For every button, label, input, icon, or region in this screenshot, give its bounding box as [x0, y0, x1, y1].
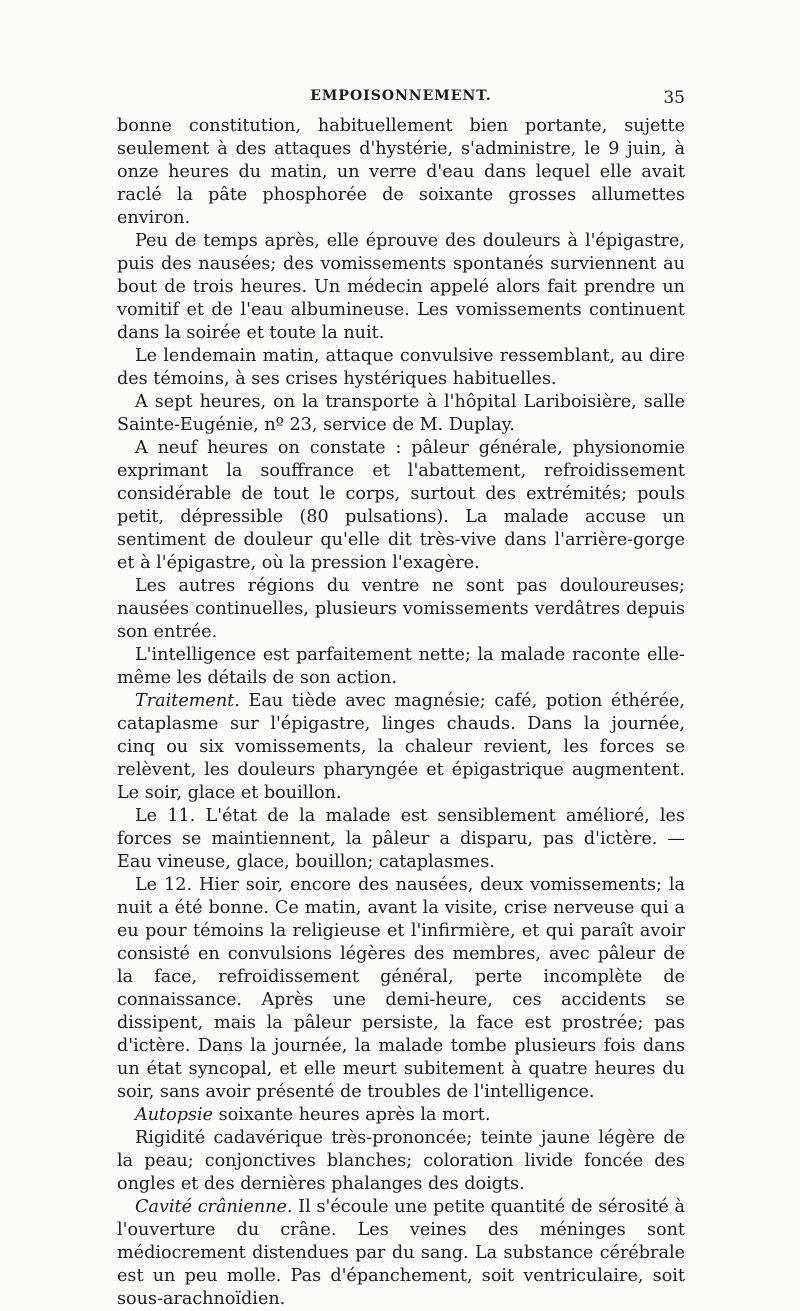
paragraph-text: Le lendemain matin, attaque convulsive ressemblant, au dire des témoins, à ses crises hystériques habituelles. [117, 346, 685, 389]
paragraph-text: Eau tiède avec magnésie; café, potion éthérée, cataplasme sur l'épigastre, linges chauds. Dans la journée, cinq ou six vomissements, la chaleur revient, les forces se relèvent, les douleurs pharyngée et épigastrique augmentent. Le soir, glace et bouillon. [117, 691, 685, 803]
paragraph-text: A neuf heures on constate : pâleur générale, physionomie exprimant la souffrance et l'abattement, refroidissement considérable de tout le corps, surtout des extrémités; pouls petit, dépressible (80 pulsations). La malade accuse un sentiment de douleur qu'elle dit très-vive dans l'arrière-gorge et à l'épigastre, où la pression l'exagère. [117, 438, 685, 573]
section-lead-italic: Cavité crânienne. [135, 1197, 293, 1217]
paragraph [117, 1127, 685, 1196]
page-header [117, 88, 685, 110]
paragraph [117, 575, 685, 644]
section-lead-italic: Traitement. [135, 691, 240, 711]
paragraph-text: Le 12. Hier soir, encore des nausées, deux vomissements; la nuit a été bonne. Ce matin, avant la visite, crise nerveuse qui a eu pour témoins la religieuse et l'infirmière, et qui paraît avoir consisté en convulsions légères des membres, avec pâleur de la face, refroidissement général, perte incomplète de connaissance. Après une demi-heure, ces accidents se dissipent, mais la pâleur persiste, la face est prostrée; pas d'ictère. Dans la journée, la malade tombe plusieurs fois dans un état syncopal, et elle meurt subitement à quatre heures du soir, sans avoir présenté de troubles de l'intelligence. [117, 875, 685, 1102]
paragraph-text: Les autres régions du ventre ne sont pas douloureuses; nausées continuelles, plusieurs vomissements verdâtres depuis son entrée. [117, 576, 685, 642]
paragraph [117, 230, 685, 345]
section-lead-italic: Autopsie [135, 1105, 214, 1125]
paragraph [117, 644, 685, 690]
paragraph-text: bonne constitution, habituellement bien portante, sujette seulement à des attaques d'hystérie, s'administre, le 9 juin, à onze heures du matin, un verre d'eau dans lequel elle avait raclé la pâte phosphorée de soixante grosses allumettes environ. [117, 116, 685, 228]
body-text [117, 115, 685, 1311]
paragraph [117, 437, 685, 575]
paragraph [117, 690, 685, 805]
paragraph [117, 391, 685, 437]
paragraph [117, 1196, 685, 1311]
paragraph-text: Le 11. L'état de la malade est sensiblement amélioré, les forces se maintiennent, la pâleur a disparu, pas d'ictère. — Eau vineuse, glace, bouillon; cataplasmes. [117, 806, 685, 872]
paragraph [117, 115, 685, 230]
paragraph-text: Rigidité cadavérique très-prononcée; teinte jaune légère de la peau; conjonctives blanches; coloration livide foncée des ongles et des dernières phalanges des doigts. [117, 1128, 685, 1194]
paragraph-text: L'intelligence est parfaitement nette; la malade raconte elle-même les détails de son action. [117, 645, 685, 688]
paragraph [117, 805, 685, 874]
paragraph [117, 345, 685, 391]
paragraph [117, 874, 685, 1104]
paragraph-text: soixante heures après la mort. [213, 1105, 491, 1125]
paragraph-text: A sept heures, on la transporte à l'hôpital Lariboisière, salle Sainte-Eugénie, nº 23, service de M. Duplay. [117, 392, 685, 435]
paragraph-text: Il s'écoule une petite quantité de sérosité à l'ouverture du crâne. Les veines des méninges sont médiocrement distendues par du sang. La substance cérébrale est un peu molle. Pas d'épanchement, soit ventriculaire, soit sous-arachnoïdien. [117, 1197, 685, 1309]
page-number: 35 [663, 88, 685, 108]
paragraph [117, 1104, 685, 1127]
paragraph-text: Peu de temps après, elle éprouve des douleurs à l'épigastre, puis des nausées; des vomissements spontanés surviennent au bout de trois heures. Un médecin appelé alors fait prendre un vomitif et de l'eau albumineuse. Les vomissements continuent dans la soirée et toute la nuit. [117, 231, 685, 343]
running-head: EMPOISONNEMENT. [310, 88, 492, 104]
